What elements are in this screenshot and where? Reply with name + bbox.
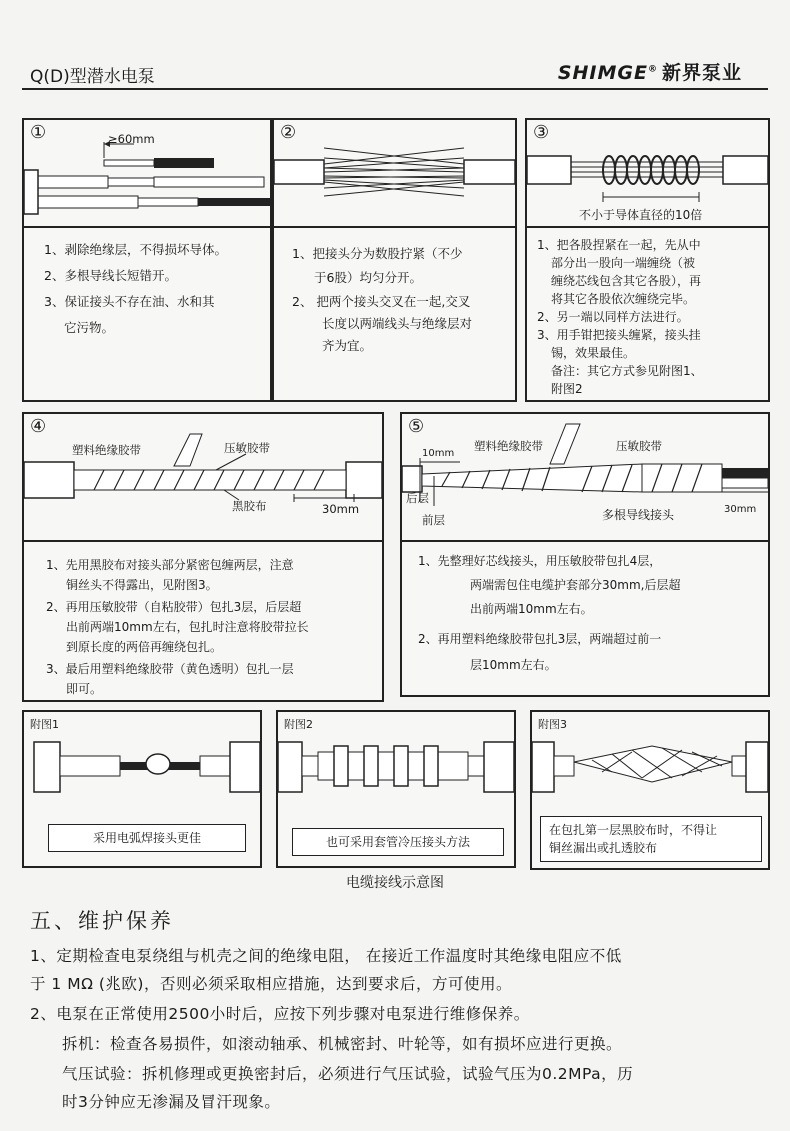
figure-1-caption: 采用电弧焊接头更佳 [48,824,246,852]
strip-length-label: ≥60mm [108,132,155,146]
step-panel-3 [525,118,770,402]
step-5-line: 层10mm左右。 [470,658,557,672]
step-2-illustration [274,120,515,228]
figure-3-panel [530,710,770,870]
step-3-line: 将其它各股依次缠绕完毕。 [551,292,696,306]
step-1-text [24,228,270,400]
step-2-line: 长度以两端线头与绝缘层对 [322,316,473,331]
step-1-line: 它污物。 [64,320,115,335]
figure-3-caption [540,816,762,862]
step-2-line: 2、 把两个接头交叉在一起,交叉 [292,294,471,309]
section-title: 五、维护保养 [30,909,174,933]
diagram-caption: 电缆接线示意图 [346,875,444,891]
pressure-tape-label: 压敏胶带 [224,441,270,455]
step-4-text [24,542,382,700]
step-4-line: 2、再用压敏胶带（自粘胶带）包扎3层，后层超 [46,600,302,614]
step-3-line: 部分出一股向一端缠绕（被 [551,256,696,270]
step-3-text [527,228,768,400]
step-4-line: 到原长度的两倍再缠绕包扎。 [66,640,223,654]
step-4-line: 即可。 [66,682,103,696]
step-panel-5 [400,412,770,697]
back-layer-label: 后层 [406,491,429,505]
brand-logo [558,58,742,85]
section-paragraph-line: 时3分钟应无渗漏及冒汗现象。 [62,1093,281,1111]
step-4-line: 出前两端10mm左右，包扎时注意将胶带拉长 [66,620,309,634]
plastic-tape-label: 塑料绝缘胶带 [474,439,543,453]
brand-name-cn: 新界泵业 [661,62,742,84]
step-5-line: 出前两端10mm左右。 [470,602,593,616]
wrap-length-label: 不小于导体直径的10倍 [579,208,703,222]
step-2-line: 于6股）均匀分开。 [314,270,422,285]
figure-1-tag: 附图1 [30,718,59,731]
length-30mm-label: 30mm [322,502,360,516]
step-2-text [274,228,515,400]
plastic-tape-label: 塑料绝缘胶带 [72,443,141,457]
front-layer-label: 前层 [422,513,445,527]
step-4-line: 1、先用黑胶布对接头部分紧密包缠两层，注意 [46,558,294,572]
step-panel-4 [22,412,384,702]
figure-2-tag: 附图2 [284,718,313,731]
figure-3-caption-line: 在包扎第一层黑胶布时，不得让 [549,823,718,837]
step-5-line: 2、再用塑料绝缘胶带包扎3层，两端超过前一 [418,632,662,646]
section-paragraph-line: 于 1 MΩ (兆欧)，否则必须采取相应措施，达到要求后，方可使用。 [30,975,512,993]
registered-mark: ® [647,64,658,75]
section-paragraph-line: 1、定期检查电泵绕组与机壳之间的绝缘电阻， 在接近工作温度时其绝缘电阻应不低 [30,947,622,965]
step-5-illustration [402,414,768,542]
section-paragraph-line: 拆机：检查各易损件，如滚动轴承、机械密封、叶轮等，如有损坏应进行更换。 [62,1035,623,1053]
step-4-line: 铜丝头不得露出，见附图3。 [66,578,218,592]
length-10mm-label: 10mm [422,448,455,459]
step-5-text [402,542,768,695]
step-3-line: 备注：其它方式参见附图1、 [551,364,703,378]
step-number-1: ① [30,122,47,143]
step-3-illustration [527,120,768,228]
step-3-line: 锡，效果最佳。 [551,346,636,360]
step-3-line: 附图2 [551,382,583,396]
step-number-3: ③ [533,122,550,143]
section-paragraph-line: 气压试验：拆机修理或更换密封后，必须进行气压试验，试验气压为0.2MPa，历 [62,1065,634,1083]
figure-1-panel [22,710,262,868]
step-4-line: 3、最后用塑料绝缘胶带（黄色透明）包扎一层 [46,662,294,676]
figure-2-caption: 也可采用套管冷压接头方法 [292,828,504,856]
step-number-4: ④ [30,416,47,437]
step-1-line: 3、保证接头不存在油、水和其 [44,294,215,309]
step-number-2: ② [280,122,297,143]
header-divider [22,88,768,90]
step-2-line: 齐为宜。 [322,338,373,353]
document-model-title: Q(D)型潜水电泵 [30,67,155,87]
figure-3-tag: 附图3 [538,718,567,731]
section-paragraph-line: 2、电泵在正常使用2500小时后，应按下列步骤对电泵进行维修保养。 [30,1005,530,1023]
step-5-line: 1、先整理好芯线接头，用压敏胶带包扎4层， [418,554,662,568]
step-4-illustration [24,414,382,542]
step-3-line: 1、把各股捏紧在一起，先从中 [537,238,701,252]
figure-2-panel [276,710,516,868]
step-1-line: 2、多根导线长短错开。 [44,268,177,283]
step-1-line: 1、剥除绝缘层，不得损坏导体。 [44,242,227,257]
step-1-illustration [24,120,270,228]
multi-wire-joint-label: 多根导线接头 [602,508,675,522]
figure-3-caption-line: 铜丝漏出或扎透胶布 [549,841,658,855]
pressure-tape-label: 压敏胶带 [616,439,662,453]
step-5-line: 两端需包住电缆护套部分30mm,后层超 [470,578,681,592]
length-30mm-label: 30mm [724,504,757,515]
step-2-line: 1、把接头分为数股拧紧（不少 [292,246,463,261]
step-3-line: 2、另一端以同样方法进行。 [537,310,689,324]
step-3-line: 3、用手钳把接头缠紧，接头挂 [537,328,701,342]
black-tape-label: 黑胶布 [232,499,267,513]
step-number-5: ⑤ [408,416,425,437]
step-panel-2 [272,118,517,402]
brand-name-en: SHIMGE [557,62,648,84]
step-3-line: 缠绕芯线包含其它各股），再 [551,274,702,288]
step-panel-1 [22,118,272,402]
